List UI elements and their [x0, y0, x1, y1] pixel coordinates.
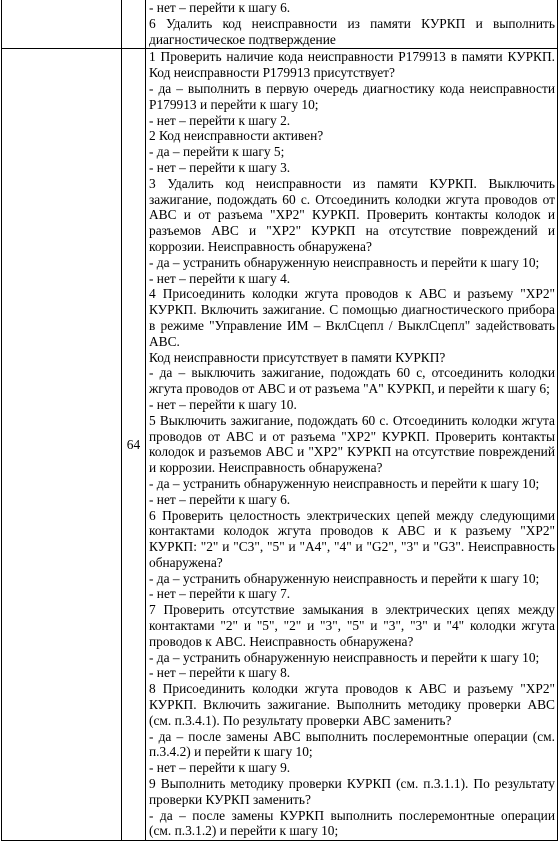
- step-line: 5 Выключить зажигание, подождать 60 с. Отсоединить колодки жгута проводов от АВС и от разъема "ХР2" КУРКП. Проверить контакты колодок и разъемов АВС и "ХР2" КУРКП на отсутствие повреждений и коррозии. Неисправность обнаружена?: [149, 412, 555, 476]
- row-number-cell: [122, 49, 146, 841]
- steps-cell: [146, 49, 558, 841]
- step-line: - да – устранить обнаруженную неисправность и перейти к шагу 10;: [149, 475, 540, 491]
- step-line: - нет – перейти к шагу 4.: [149, 270, 291, 286]
- step-line: - да – перейти к шагу 5;: [149, 144, 285, 160]
- step-line: 8 Присоединить колодки жгута проводов к АВС и разъему "ХР2" КУРКП. Включить зажигание. Выполнить методику проверки АВС (см. п.3.4.1). По результату проверки АВС заменить?: [149, 681, 555, 728]
- step-line: - нет – перейти к шагу 3.: [149, 159, 291, 175]
- step-line: - да – после замены АВС выполнить послеремонтные операции (см. п.3.4.2) и перейти к шагу 10;: [149, 728, 555, 760]
- empty-cell-number: [122, 0, 146, 49]
- step-line: 6 Проверить целостность электрических цепей между следующими контактами колодок жгута проводов к АВС и к разъему "ХР2" КУРКП: "2" и "С3", "5" и "А4", "4" и "G2", "3" и "G3". Неисправность обнаружена?: [149, 507, 555, 570]
- step-line: - нет – перейти к шагу 9.: [149, 760, 291, 776]
- step-line: 9 Выполнить методику проверки КУРКП (см. п.3.1.1). По результату проверки КУРКП заменить?: [149, 776, 555, 807]
- step-line: - нет – перейти к шагу 8.: [149, 665, 291, 681]
- step-line: 7 Проверить отсутствие замыкания в электрических цепях между контактами "2" и "5", "2" и "3", "5" и "3", "3" и "4" колодки жгута проводов к АВС. Неисправность обнаружена?: [149, 602, 555, 649]
- step-line: 6 Удалить код неисправности из памяти КУРКП и выполнить диагностическое подтверждение: [149, 15, 555, 47]
- step-line: 2 Код неисправности активен?: [149, 128, 324, 144]
- step-line: 1 Проверить наличие кода неисправности Р179913 в памяти КУРКП. Код неисправности Р179913 присутствует?: [149, 49, 555, 81]
- step-line: - да – выключить зажигание, подождать 60 с, отсоединить колодки жгута проводов от АВС и от разъема "А" КУРКП, и перейти к шагу 6;: [149, 365, 555, 397]
- table-row-64: [2, 49, 558, 841]
- diagnostic-table: [1, 0, 558, 841]
- step-line: - да – после замены КУРКП выполнить послеремонтные операции (см. п.3.1.2) и перейти к шагу 10;: [149, 807, 555, 839]
- step-line: 4 Присоединить колодки жгута проводов к АВС и разъему "ХР2" КУРКП. Включить зажигание. С помощью диагностического прибора в режиме "Управление ИМ – ВклСцепл / ВыклСцепл" задействовать АВС.: [149, 286, 555, 349]
- step-line: - да – выполнить в первую очередь диагностику кода неисправности Р179913 и перейти к шагу 10;: [149, 80, 555, 112]
- step-line: - нет – перейти к шагу 7.: [149, 586, 291, 602]
- step-line: - да – устранить обнаруженную неисправность и перейти к шагу 10;: [149, 570, 540, 586]
- step-line: - нет – перейти к шагу 10.: [149, 396, 297, 412]
- step-line: - нет – перейти к шагу 2.: [149, 112, 291, 128]
- step-line: - да – устранить обнаруженную неисправность и перейти к шагу 10;: [149, 254, 540, 270]
- step-line: - нет – перейти к шагу 6.: [149, 491, 291, 507]
- step-line: Код неисправности присутствует в памяти КУРКП?: [149, 349, 446, 365]
- table-row-continued: [2, 0, 558, 49]
- row-number: 64: [126, 436, 141, 452]
- empty-cell-left: [2, 49, 122, 841]
- step-line: - да – устранить обнаруженную неисправность и перейти к шагу 10;: [149, 649, 540, 665]
- steps-cell-continued: [146, 0, 558, 49]
- step-line: - нет – перейти к шагу 6.: [149, 0, 291, 15]
- empty-cell-left: [2, 0, 122, 49]
- step-line: 3 Удалить код неисправности из памяти КУРКП. Выключить зажигание, подождать 60 с. Отсоединить колодки жгута проводов от АВС и от разъема "ХР2" КУРКП. Проверить контакты колодок и разъемов АВС и "ХР2" КУРКП на отсутствие повреждений и коррозии. Неисправность обнаружена?: [149, 175, 555, 254]
